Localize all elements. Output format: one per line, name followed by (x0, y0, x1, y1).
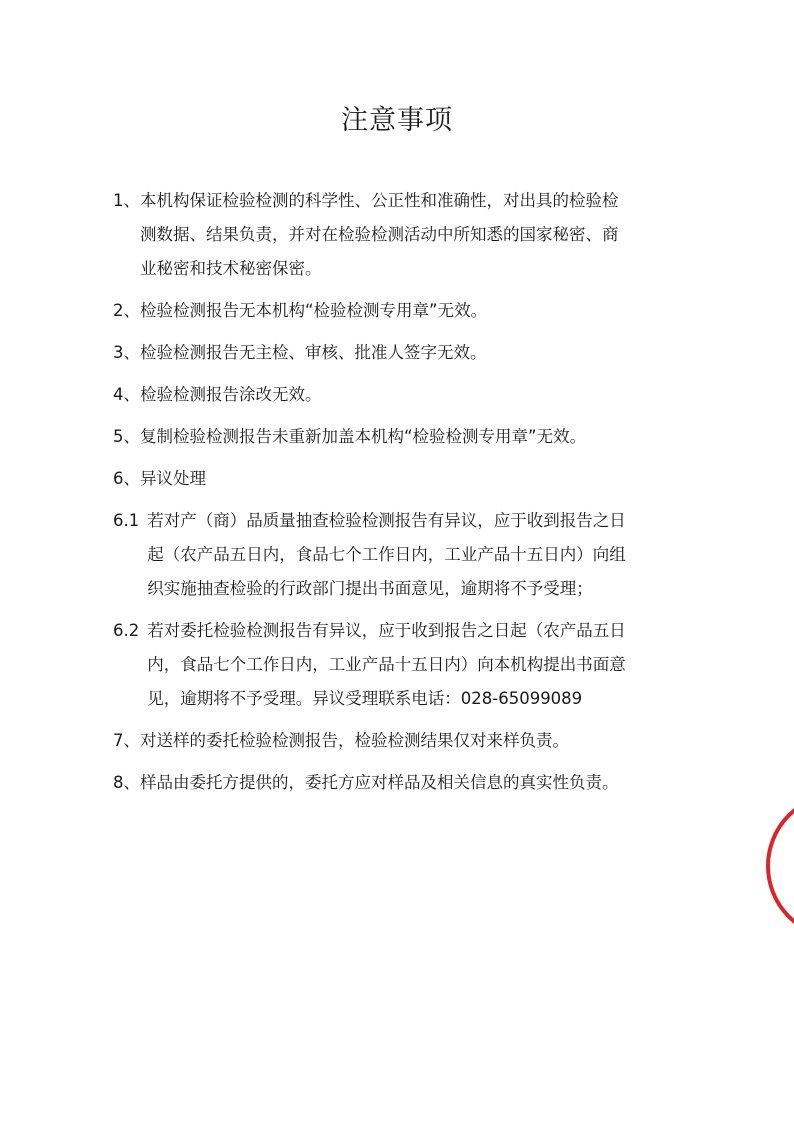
item-number: 5、 (113, 427, 140, 446)
item-number: 1、 (113, 191, 140, 210)
item-number: 8、 (113, 773, 140, 792)
item-text: 样品由委托方提供的，委托方应对样品及相关信息的真实性负责。 (140, 773, 619, 792)
list-item (113, 614, 695, 716)
item-text: 若对产（商）品质量抽查检验检测报告有异议，应于收到报告之日 起（农产品五日内，食品七个工作日内，工业产品十五日内）向组 织实施抽查检验的行政部门提出书面意见，逾期将不予受理； (147, 511, 626, 598)
list-item (113, 724, 695, 758)
notice-list (113, 184, 695, 808)
item-text: 检验检测报告无主检、审核、批准人签字无效。 (140, 343, 487, 362)
item-number: 6.1 (113, 511, 140, 530)
seal-stamp-icon (758, 786, 794, 946)
list-item (113, 378, 695, 412)
item-text: 检验检测报告涂改无效。 (140, 385, 322, 404)
item-text: 对送样的委托检验检测报告，检验检测结果仅对来样负责。 (140, 731, 569, 750)
item-number: 3、 (113, 343, 140, 362)
list-item (113, 336, 695, 370)
item-number: 6.2 (113, 621, 140, 640)
list-item (113, 766, 695, 800)
item-number: 2、 (113, 301, 140, 320)
page-title: 注意事项 (341, 105, 453, 136)
item-number: 4、 (113, 385, 140, 404)
list-item (113, 294, 695, 328)
item-text: 异议处理 (140, 469, 206, 488)
list-item (113, 184, 695, 286)
item-number: 6、 (113, 469, 140, 488)
item-text: 检验检测报告无本机构“检验检测专用章”无效。 (140, 301, 488, 320)
item-text: 本机构保证检验检测的科学性、公正性和准确性，对出具的检验检 测数据、结果负责，并对在检验检测活动中所知悉的国家秘密、商 业秘密和技术秘密保密。 (140, 191, 619, 278)
list-item (113, 462, 695, 496)
item-text: 复制检验检测报告未重新加盖本机构“检验检测专用章”无效。 (140, 427, 587, 446)
list-item (113, 420, 695, 454)
item-text: 若对委托检验检测报告有异议，应于收到报告之日起（农产品五日 内，食品七个工作日内，工业产品十五日内）向本机构提出书面意 见，逾期将不予受理。异议受理联系电话：028-65099089 (147, 621, 626, 708)
list-item (113, 504, 695, 606)
item-number: 7、 (113, 731, 140, 750)
